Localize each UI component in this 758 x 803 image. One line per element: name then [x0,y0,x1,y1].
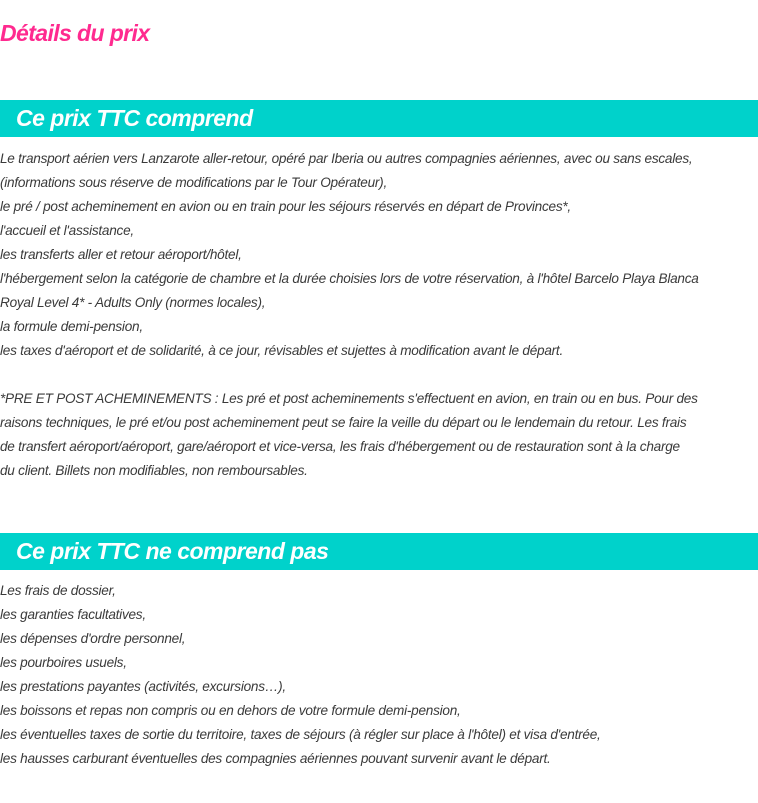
list-item: les garanties facultatives, [0,607,146,622]
included-section-header: Ce prix TTC comprend [0,100,758,137]
note-line: raisons techniques, le pré et/ou post acheminement peut se faire la veille du départ ou le lendemain du retour. Les frais [0,415,687,430]
list-item: les taxes d'aéroport et de solidarité, à ce jour, révisables et sujettes à modification avant le départ. [0,343,563,358]
list-item: les boissons et repas non compris ou en dehors de votre formule demi-pension, [0,703,461,718]
list-item: la formule demi-pension, [0,319,143,334]
list-item: Le transport aérien vers Lanzarote aller-retour, opéré par Iberia ou autres compagnies aériennes, avec ou sans escales, [0,151,693,166]
excluded-section-header: Ce prix TTC ne comprend pas [0,533,758,570]
note-line: *PRE ET POST ACHEMINEMENTS : Les pré et post acheminements s'effectuent en avion, en train ou en bus. Pour des [0,391,698,406]
list-item: l'hébergement selon la catégorie de chambre et la durée choisies lors de votre réservation, à l'hôtel Barcelo Playa Blanca [0,271,699,286]
list-item: les prestations payantes (activités, excursions…), [0,679,286,694]
list-item: Royal Level 4* - Adults Only (normes locales), [0,295,266,310]
included-list [0,147,758,483]
list-item: le pré / post acheminement en avion ou en train pour les séjours réservés en départ de Provinces*, [0,199,571,214]
list-item: Les frais de dossier, [0,583,116,598]
list-item: les hausses carburant éventuelles des compagnies aériennes pouvant survenir avant le départ. [0,751,551,766]
list-item: (informations sous réserve de modifications par le Tour Opérateur), [0,175,387,190]
list-item: les pourboires usuels, [0,655,127,670]
page-title: Détails du prix [0,20,150,46]
excluded-list [0,579,758,771]
acheminement-note [0,387,758,483]
list-item: les éventuelles taxes de sortie du territoire, taxes de séjours (à régler sur place à l'hôtel) et visa d'entrée, [0,727,601,742]
note-line: du client. Billets non modifiables, non remboursables. [0,463,308,478]
list-item: l'accueil et l'assistance, [0,223,134,238]
note-line: de transfert aéroport/aéroport, gare/aéroport et vice-versa, les frais d'hébergement ou de restauration sont à la charge [0,439,680,454]
list-item: les transferts aller et retour aéroport/hôtel, [0,247,242,262]
list-item: les dépenses d'ordre personnel, [0,631,186,646]
